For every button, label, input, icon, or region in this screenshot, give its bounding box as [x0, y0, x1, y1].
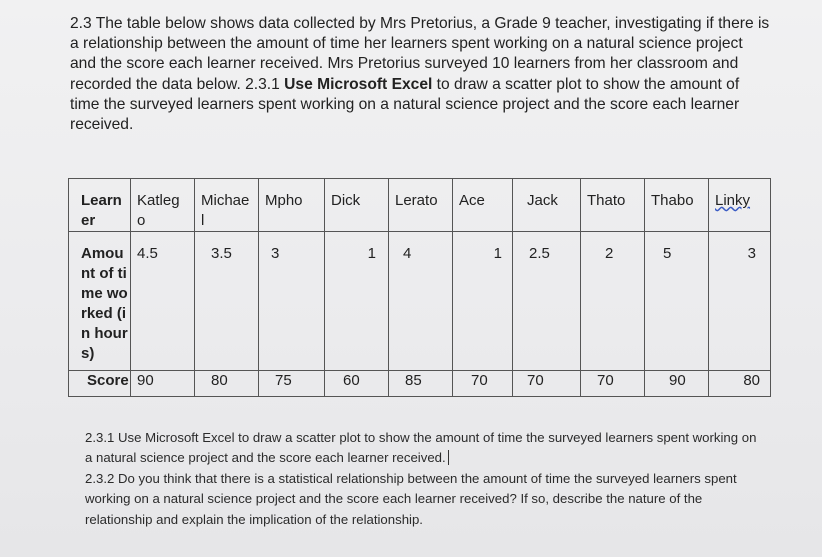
hours-cell: 2 — [581, 232, 645, 371]
score-cell: 70 — [513, 371, 581, 397]
score-cell: 75 — [259, 371, 325, 397]
hours-cell: 3 — [709, 232, 771, 371]
learner-name: Lerato — [389, 179, 453, 232]
data-table — [68, 178, 771, 397]
learner-name: Dick — [325, 179, 389, 232]
score-cell: 80 — [195, 371, 259, 397]
score-cell: 90 — [131, 371, 195, 397]
hours-cell: 1 — [453, 232, 513, 371]
learner-name: Katlego — [131, 179, 195, 232]
question-2-3-2: 2.3.2 Do you think that there is a statistical relationship between the amount of time the surveyed learners spent working on a natural science project and the score each learner received? If so, describe the nature of the relationship and explain the implication of the relationship. — [85, 470, 737, 527]
hours-cell: 5 — [645, 232, 709, 371]
learner-name: Mpho — [259, 179, 325, 232]
score-row — [69, 371, 771, 397]
score-cell: 70 — [453, 371, 513, 397]
hours-cell: 2.5 — [513, 232, 581, 371]
learner-name: Linky — [709, 179, 771, 232]
row-label-learner: Learner — [69, 179, 131, 232]
hours-row — [69, 232, 771, 371]
hours-cell: 4.5 — [131, 232, 195, 371]
hours-cell: 4 — [389, 232, 453, 371]
intro-text-1: 2.3 The table below shows data collected by Mrs Pretorius, a Grade 9 teacher, investigating if there is a relationship between the amount of time her learners spent working on a natural science project and the score each learner received. Mrs Pretorius surveyed 10 learners from her classroom and recorded the data below. 2.3.1 — [70, 15, 770, 93]
score-cell: 85 — [389, 371, 453, 397]
learner-name: Thato — [581, 179, 645, 232]
row-label-amount: Amount of time worked (in hours) — [69, 232, 131, 371]
question-2-3-1: 2.3.1 Use Microsoft Excel to draw a scatter plot to show the amount of time the surveyed learners spent working on a natural science project and the score each learner received. — [85, 430, 757, 466]
intro-bold: Use Microsoft Excel — [284, 75, 433, 93]
learner-name: Ace — [453, 179, 513, 232]
intro-text-2: to draw a scatter plot to show the amount of time the surveyed learners spent working on a natural science project and the score each learner received. — [70, 75, 740, 134]
hours-cell: 3 — [259, 232, 325, 371]
text-cursor — [448, 450, 449, 465]
score-cell: 80 — [709, 371, 771, 397]
hours-cell: 1 — [325, 232, 389, 371]
intro-paragraph — [70, 14, 770, 135]
learner-row — [69, 179, 771, 232]
row-label-score: Score — [69, 371, 131, 397]
learner-name: Michael — [195, 179, 259, 232]
learner-name: Thabo — [645, 179, 709, 232]
score-cell: 70 — [581, 371, 645, 397]
score-cell: 90 — [645, 371, 709, 397]
learner-name: Jack — [513, 179, 581, 232]
hours-cell: 3.5 — [195, 232, 259, 371]
questions-block — [85, 428, 765, 530]
score-cell: 60 — [325, 371, 389, 397]
